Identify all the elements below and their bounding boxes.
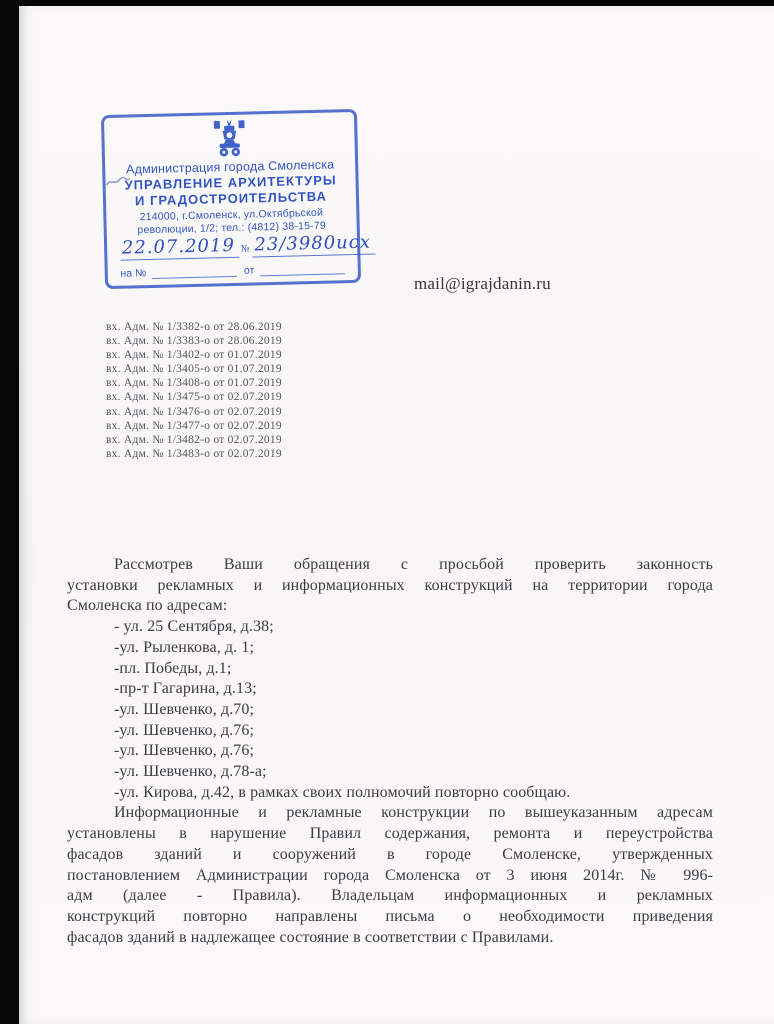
scan-frame-top — [0, 0, 774, 6]
incoming-ref-line: вх. Адм. № 1/3482-о от 02.07.2019 — [106, 433, 282, 446]
incoming-ref-line: вх. Адм. № 1/3483-о от 02.07.2019 — [106, 447, 282, 460]
stamp-handwritten-number: 23/3980исх — [252, 231, 375, 257]
paragraph-2 — [67, 803, 713, 948]
body-line: фасадов зданий и сооружений в городе Смоленске, утвержденных — [67, 845, 713, 863]
incoming-ref-line: вх. Адм. № 1/3476-о от 02.07.2019 — [106, 405, 282, 418]
body-line: установки рекламных и информационных конструкций на территории города — [67, 576, 713, 594]
scan-frame-left — [0, 0, 19, 1024]
registration-stamp — [101, 109, 372, 289]
stamp-department-line2: И ГРАДОСТРОИТЕЛЬСТВА — [134, 188, 328, 209]
address-line: -ул. Рыленкова, д. 1; — [114, 638, 254, 656]
body-line: Смоленска по адресам: — [67, 597, 228, 615]
stamp-department-line1: УПРАВЛЕНИЕ АРХИТЕКТУРЫ — [124, 172, 337, 193]
address-line: -ул. Шевченко, д.78-а; — [114, 763, 267, 781]
stamp-address-line1: 214000, г.Смоленск, ул.Октябрьской — [139, 206, 324, 224]
address-line: -ул. Шевченко, д.76; — [114, 721, 255, 739]
address-list — [67, 617, 713, 803]
stamp-blank-line — [259, 263, 345, 276]
stamp-number-sign: № — [240, 244, 250, 255]
incoming-ref-line: вх. Адм. № 1/3382-о от 28.06.2019 — [106, 321, 282, 333]
body-line: адм (далее - Правила). Владельцам информационных и рекламных — [67, 887, 713, 905]
incoming-ref-line: вх. Адм. № 1/3477-о от 02.07.2019 — [106, 419, 282, 432]
incoming-ref-line: вх. Адм. № 1/3475-о от 02.07.2019 — [106, 391, 282, 404]
letter-body — [67, 555, 713, 948]
address-line: - ул. 25 Сентября, д.38; — [114, 618, 274, 636]
incoming-ref-line: вх. Адм. № 1/3402-о от 01.07.2019 — [106, 349, 282, 362]
body-line: фасадов зданий в надлежащее состояние в соответствии с Правилами. — [67, 928, 554, 946]
incoming-ref-line: вх. Адм. № 1/3408-о от 01.07.2019 — [106, 377, 282, 390]
stamp-org-name: Администрация города Смоленска — [125, 157, 335, 177]
stamp-na-label: на № — [120, 267, 147, 280]
address-line: -пр-т Гагарина, д.13; — [114, 680, 257, 698]
body-line: Информационные и рекламные конструкции по вышеуказанным адресам — [114, 804, 713, 822]
stamp-date-number-row — [120, 231, 372, 260]
body-line: Рассмотрев Ваши обращения с просьбой проверить законность — [114, 556, 713, 573]
smolensk-coat-of-arms-icon — [203, 118, 256, 158]
stamp-reference-row — [120, 262, 345, 279]
body-line: постановлением Администрации города Смоленска от 3 июня 2014г. № 996- — [67, 866, 713, 884]
document-page — [19, 6, 774, 1024]
stamp-ot-label: от — [243, 264, 255, 277]
body-line: конструкций повторно направлены письма о необходимости приведения — [67, 907, 713, 925]
address-line: -пл. Победы, д.1; — [114, 659, 232, 677]
stamp-handwritten-date: 22.07.2019 — [120, 235, 240, 261]
address-line: -ул. Шевченко, д.76; — [114, 742, 255, 760]
pen-scribble-mark — [104, 173, 130, 190]
incoming-ref-line: вх. Адм. № 1/3383-о от 28.06.2019 — [106, 335, 282, 348]
paragraph-1 — [67, 555, 713, 617]
address-line: -ул. Шевченко, д.70; — [114, 700, 255, 718]
body-line: установлены в нарушение Правил содержания, ремонта и переустройства — [67, 825, 713, 843]
incoming-ref-line: вх. Адм. № 1/3405-о от 01.07.2019 — [106, 363, 282, 376]
address-line: -ул. Кирова, д.42, в рамках своих полномочий повторно сообщаю. — [114, 783, 571, 801]
incoming-references-list — [106, 320, 282, 461]
recipient-email: mail@igrajdanin.ru — [414, 274, 551, 293]
stamp-address-line2: революции, 1/2; тел.: (4812) 38-15-79 — [137, 219, 327, 237]
stamp-blank-line — [151, 266, 237, 279]
